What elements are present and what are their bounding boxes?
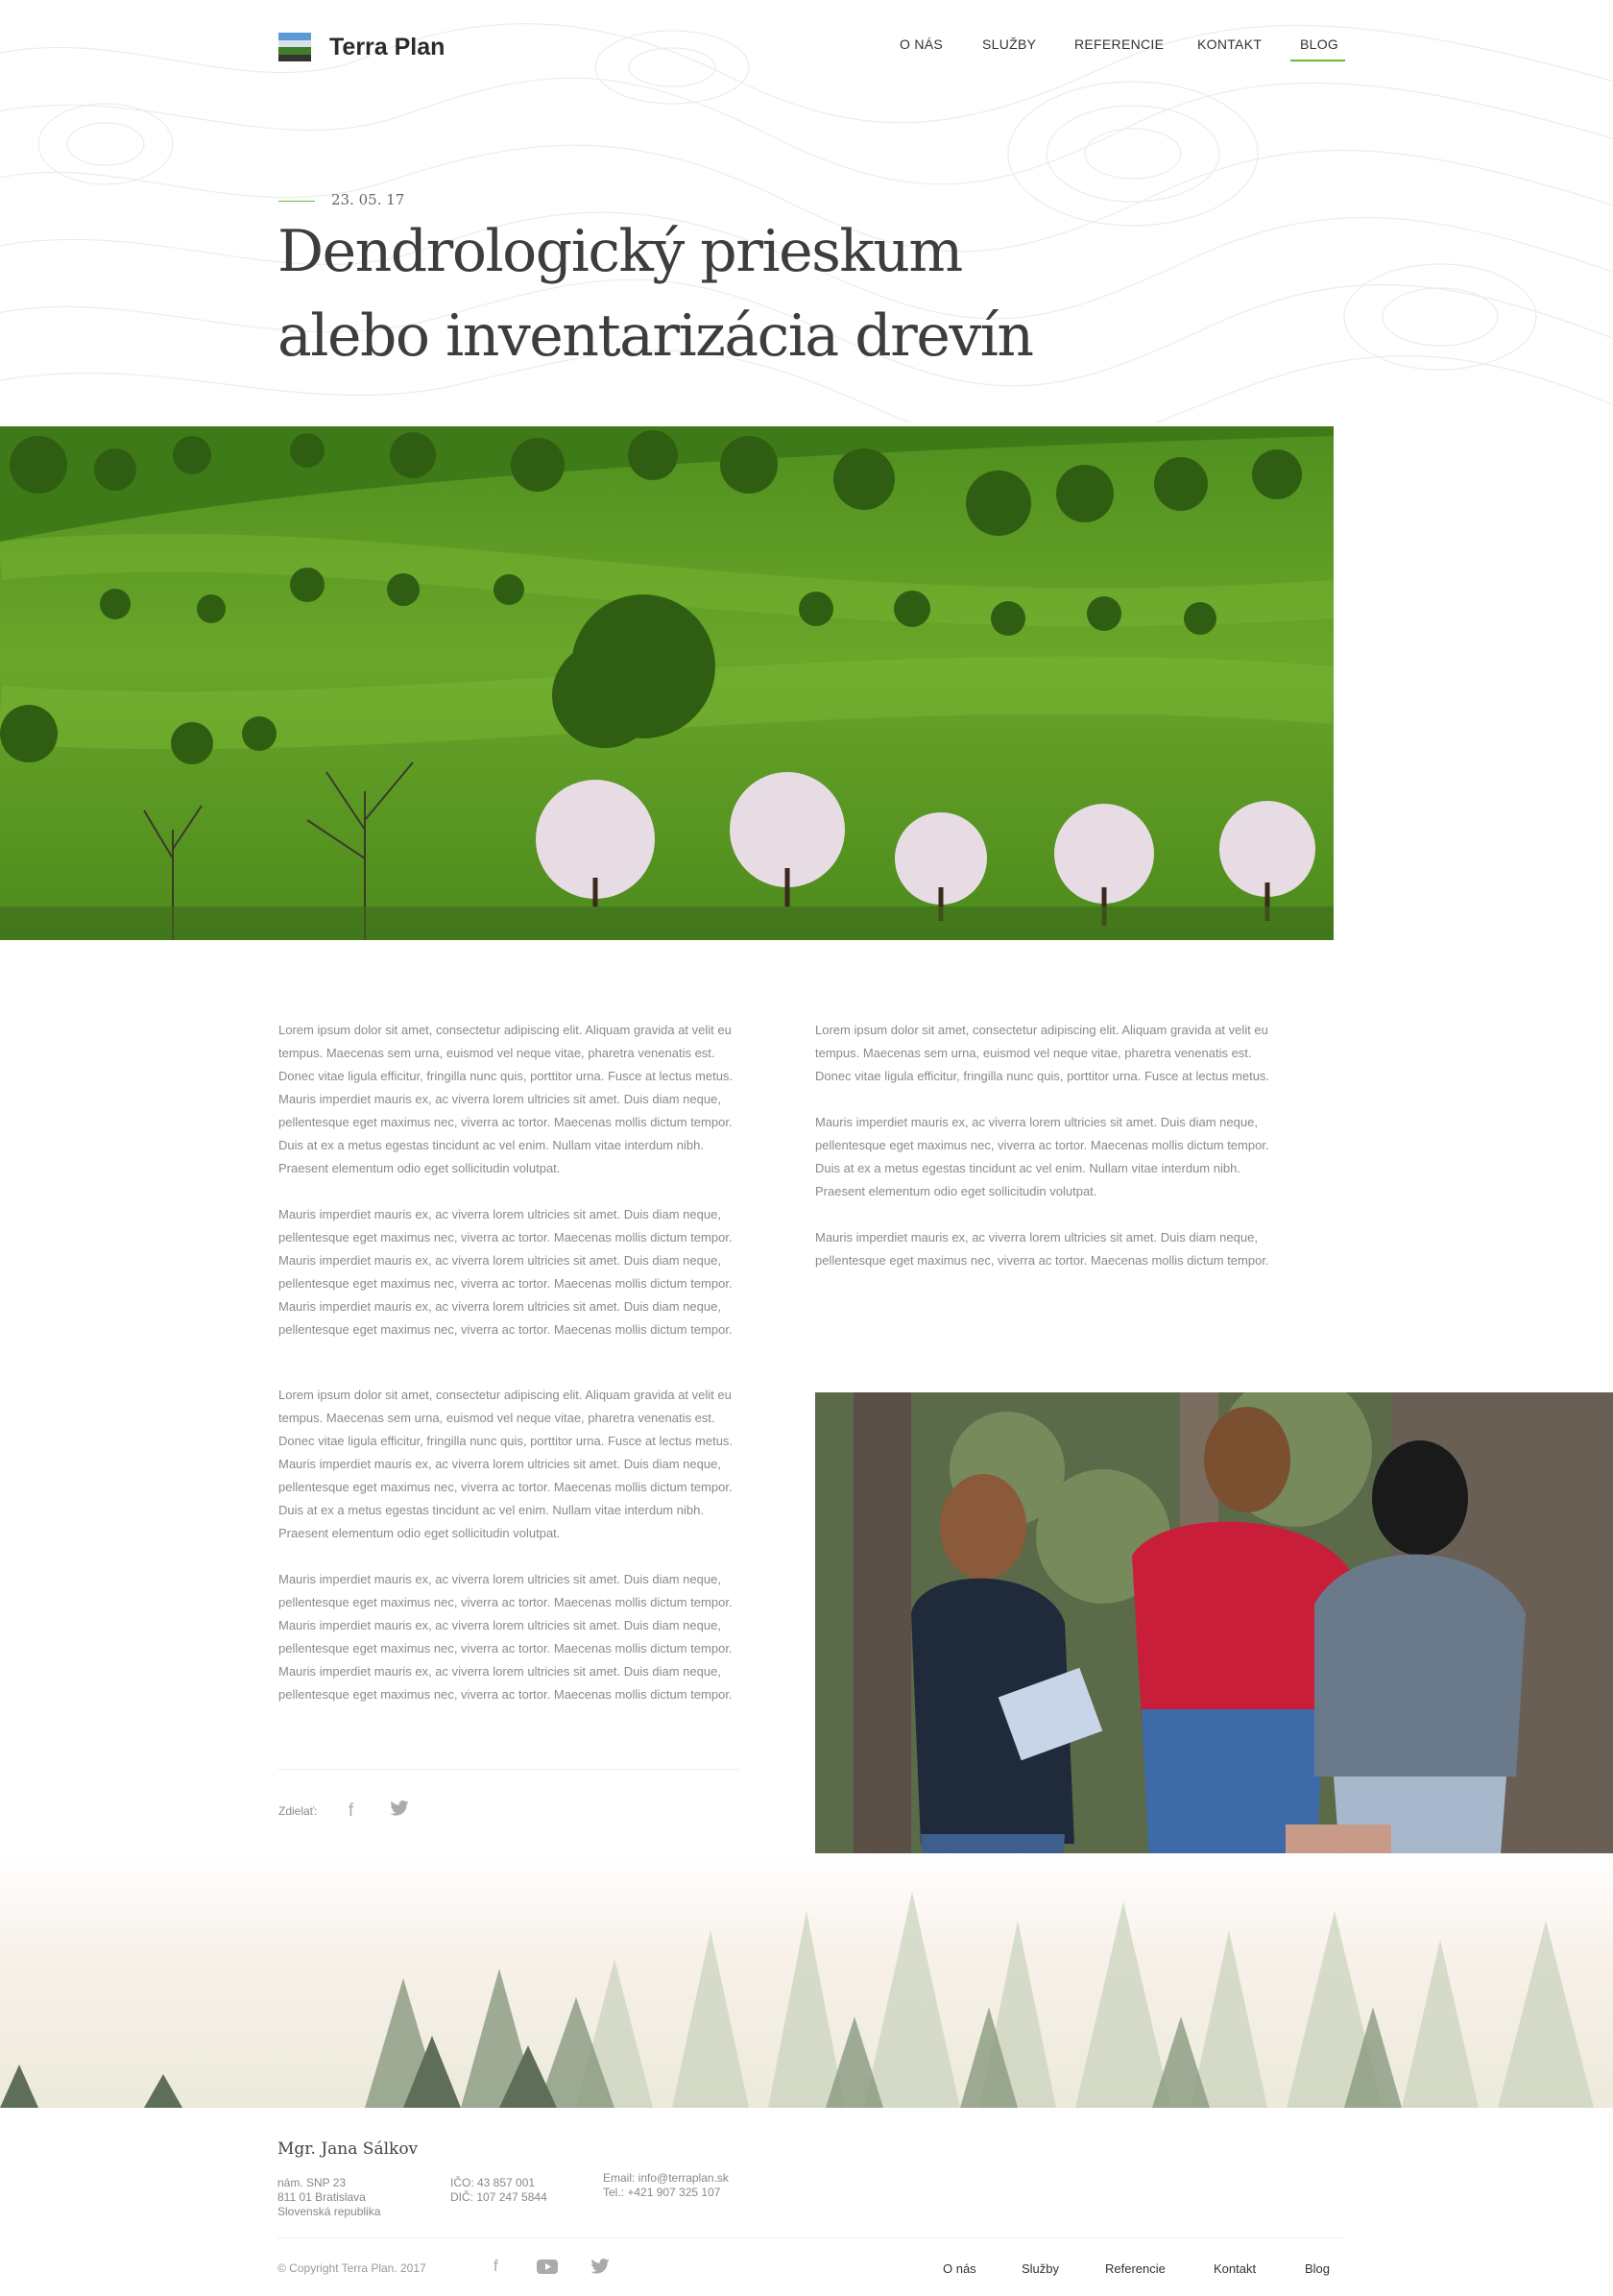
footer-address	[277, 2176, 380, 2219]
facebook-icon[interactable]: f	[349, 1801, 354, 1820]
paragraph: Mauris imperdiet mauris ex, ac viverra lorem ultricies sit amet. Duis diam neque, pellentesque eget maximus nec, viverra ac tortor. Maecenas mollis dictum tempor. Duis at ex a metus egestas tincidunt ac vel enim. Nullam vitae interdum nibh. Praesent elementum odio eget sollicitudin volutpat.	[815, 1115, 1269, 1198]
email-link[interactable]: Email: info@terraplan.sk	[603, 2171, 729, 2185]
facebook-icon[interactable]: f	[494, 2257, 498, 2275]
address-line: 811 01 Bratislava	[277, 2190, 366, 2204]
share-divider	[278, 1769, 739, 1770]
footer-contact	[603, 2171, 729, 2200]
footer-nav-kontakt[interactable]: Kontakt	[1214, 2261, 1257, 2276]
paragraph: Mauris imperdiet mauris ex, ac viverra lorem ultricies sit amet. Duis diam neque, pellentesque eget maximus nec, viverra ac tortor. Maecenas mollis dictum tempor.	[815, 1230, 1269, 1268]
article-text-right-1	[815, 1019, 1286, 1295]
youtube-icon[interactable]	[537, 2260, 558, 2279]
date-accent-line	[278, 201, 315, 202]
footer-name: Mgr. Jana Sálkov	[277, 2139, 419, 2159]
paragraph: Mauris imperdiet mauris ex, ac viverra lorem ultricies sit amet. Duis diam neque, pellentesque eget maximus nec, viverra ac tortor. Maecenas mollis dictum tempor. Mauris imperdiet mauris ex, ac viverra lorem ultricies sit amet. Duis diam neque, pellentesque eget maximus nec, viverra ac tortor. Maecenas mollis dictum tempor. Mauris imperdiet mauris ex, ac viverra lorem ultricies sit amet. Duis diam neque, pellentesque eget maximus nec, viverra ac tortor. Maecenas mollis dictum tempor.	[278, 1207, 733, 1337]
share-label: Zdielať:	[278, 1804, 318, 1818]
nav-item-blog[interactable]: BLOG	[1300, 36, 1339, 52]
title-line-1: Dendrologický prieskum	[277, 218, 962, 285]
copyright: © Copyright Terra Plan. 2017	[277, 2261, 426, 2275]
phone-link[interactable]: Tel.: +421 907 325 107	[603, 2186, 721, 2199]
paragraph: Lorem ipsum dolor sit amet, consectetur adipiscing elit. Aliquam gravida at velit eu tempus. Maecenas sem urna, euismod vel neque vitae, pharetra venenatis est. Donec vitae ligula efficitur, fringilla nunc quis, porttitor urna. Fusce at lectus metus. Mauris imperdiet mauris ex, ac viverra lorem ultricies sit amet. Duis diam neque, pellentesque eget maximus nec, viverra ac tortor. Maecenas mollis dictum tempor. Duis at ex a metus egestas tincidunt ac vel enim. Nullam vitae interdum nibh. Praesent elementum odio eget sollicitudin volutpat.	[278, 1388, 734, 1540]
hero-image-orchard	[0, 426, 1334, 940]
nav-item-o-nas[interactable]: O NÁS	[900, 36, 944, 52]
footer-company-ids	[450, 2176, 547, 2205]
article-text-left-2	[278, 1384, 749, 1729]
main-nav	[0, 33, 1613, 65]
footer-divider	[277, 2237, 1344, 2238]
nav-item-sluzby[interactable]: SLUŽBY	[982, 36, 1037, 52]
nav-item-kontakt[interactable]: KONTAKT	[1197, 36, 1263, 52]
paragraph: Lorem ipsum dolor sit amet, consectetur adipiscing elit. Aliquam gravida at velit eu tempus. Maecenas sem urna, euismod vel neque vitae, pharetra venenatis est. Donec vitae ligula efficitur, fringilla nunc quis, porttitor urna. Fusce at lectus metus. Mauris imperdiet mauris ex, ac viverra lorem ultricies sit amet. Duis diam neque, pellentesque eget maximus nec, viverra ac tortor. Maecenas mollis dictum tempor. Duis at ex a metus egestas tincidunt ac vel enim. Nullam vitae interdum nibh. Praesent elementum odio eget sollicitudin volutpat.	[278, 1023, 734, 1175]
address-line: Slovenská republika	[277, 2205, 381, 2218]
address-line: nám. SNP 23	[277, 2176, 347, 2189]
paragraph: Lorem ipsum dolor sit amet, consectetur adipiscing elit. Aliquam gravida at velit eu tempus. Maecenas sem urna, euismod vel neque vitae, pharetra venenatis est. Donec vitae ligula efficitur, fringilla nunc quis, porttitor urna. Fusce at lectus metus.	[815, 1023, 1270, 1083]
twitter-icon[interactable]	[590, 2259, 610, 2279]
article-date: 23. 05. 17	[331, 191, 405, 208]
dic-value: DIČ: 107 247 5844	[450, 2190, 547, 2204]
brand-name: Terra Plan	[329, 33, 445, 60]
forest-banner	[0, 1853, 1613, 2108]
ico-value: IČO: 43 857 001	[450, 2176, 536, 2189]
article-text-left-1	[278, 1019, 749, 1365]
title-line-2: alebo inventarizácia drevín	[277, 302, 1033, 370]
paragraph: Mauris imperdiet mauris ex, ac viverra lorem ultricies sit amet. Duis diam neque, pellentesque eget maximus nec, viverra ac tortor. Maecenas mollis dictum tempor. Mauris imperdiet mauris ex, ac viverra lorem ultricies sit amet. Duis diam neque, pellentesque eget maximus nec, viverra ac tortor. Maecenas mollis dictum tempor. Mauris imperdiet mauris ex, ac viverra lorem ultricies sit amet. Duis diam neque, pellentesque eget maximus nec, viverra ac tortor. Maecenas mollis dictum tempor.	[278, 1572, 733, 1702]
footer-nav-referencie[interactable]: Referencie	[1105, 2261, 1166, 2276]
footer-nav-o-nas[interactable]: O nás	[943, 2261, 976, 2276]
twitter-icon[interactable]	[390, 1801, 409, 1821]
footer-nav-blog[interactable]: Blog	[1305, 2261, 1331, 2276]
nav-item-referencie[interactable]: REFERENCIE	[1074, 36, 1165, 52]
article-photo-field-survey	[815, 1392, 1613, 1906]
nav-active-indicator	[1290, 60, 1345, 61]
footer-nav-sluzby[interactable]: Služby	[1022, 2261, 1060, 2276]
page-title	[277, 209, 1142, 378]
